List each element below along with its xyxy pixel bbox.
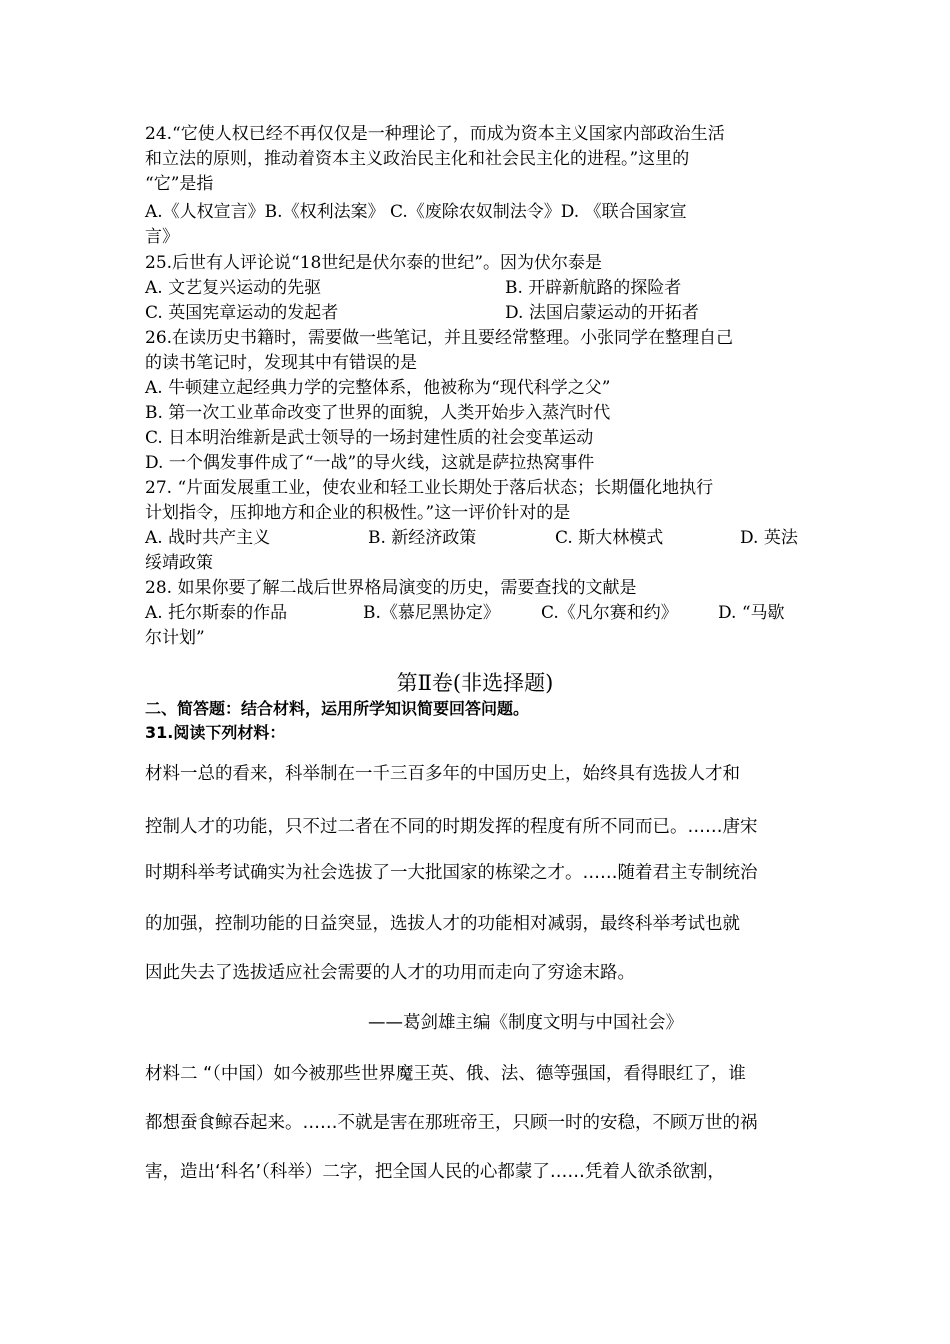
q27-option-d-continued: 绥靖政策 [145, 553, 213, 573]
q25-option-d: D. 法国启蒙运动的开拓者 [505, 303, 699, 323]
q26-option-d: D. 一个偶发事件成了“一战”的导火线，这就是萨拉热窝事件 [145, 453, 595, 473]
q28-option-a: A. 托尔斯泰的作品 [145, 603, 288, 623]
material-2-line-3: 害，造出‘科名’（科举）二字，把全国人民的心都蒙了……凭着人欲杀欲割， [145, 1162, 725, 1182]
material-1-line-4: 的加强，控制功能的日益突显，选拔人才的功能相对减弱，最终科举考试也就 [145, 914, 740, 934]
q27-option-d: D. 英法 [740, 528, 798, 548]
q27-option-b: B. 新经济政策 [368, 528, 477, 548]
q26-option-a: A. 牛顿建立起经典力学的完整体系，他被称为“现代科学之父” [145, 378, 611, 398]
q27-line-2: 计划指令，压抑地方和企业的积极性。”这一评价针对的是 [145, 503, 571, 523]
q27-option-c: C. 斯大林模式 [555, 528, 664, 548]
material-1-line-1: 材料一总的看来，科举制在一千三百多年的中国历史上，始终具有选拔人才和 [145, 764, 740, 784]
material-2-line-2: 都想蚕食鲸吞起来。……不就是害在那班帝王，只顾一时的安稳，不顾万世的祸 [145, 1113, 758, 1133]
q24-line-5: 言》 [145, 227, 179, 247]
section-instruction: 二、简答题：结合材料，运用所学知识简要回答问题。 [145, 699, 530, 718]
q25-stem: 25.后世有人评论说“18世纪是伏尔泰的世纪”。因为伏尔泰是 [145, 253, 603, 273]
q28-option-b: B.《慕尼黑协定》 [363, 603, 500, 623]
q28-option-d: D. “马歇 [718, 603, 785, 623]
q25-option-b: B. 开辟新航路的探险者 [505, 278, 682, 298]
q27-option-a: A. 战时共产主义 [145, 528, 271, 548]
material-1-source: ——葛剑雄主编《制度文明与中国社会》 [368, 1013, 683, 1033]
q25-option-c: C. 英国宪章运动的发起者 [145, 303, 339, 323]
q26-line-1: 26.在读历史书籍时，需要做一些笔记，并且要经常整理。小张同学在整理自己 [145, 328, 734, 348]
q25-option-a: A. 文艺复兴运动的先驱 [145, 278, 322, 298]
q26-option-b: B. 第一次工业革命改变了世界的面貌，人类开始步入蒸汽时代 [145, 403, 611, 423]
q26-option-c: C. 日本明治维新是武士领导的一场封建性质的社会变革运动 [145, 428, 594, 448]
q26-line-2: 的读书笔记时，发现其中有错误的是 [145, 353, 417, 373]
material-2-line-1: 材料二 “（中国）如今被那些世界魔王英、俄、法、德等强国，看得眼红了，谁 [145, 1064, 746, 1084]
q27-line-1: 27. “片面发展重工业，使农业和轻工业长期处于落后状态；长期僵化地执行 [145, 478, 714, 498]
material-1-line-3: 时期科举考试确实为社会选拔了一大批国家的栋梁之才。……随着君主专制统治 [145, 863, 758, 883]
question-31-heading: 31.阅读下列材料： [145, 723, 286, 742]
material-1-line-5: 因此失去了选拔适应社会需要的人才的功用而走向了穷途末路。 [145, 963, 635, 983]
material-1-line-2: 控制人才的功能，只不过二者在不同的时期发挥的程度有所不同而已。……唐宋 [145, 817, 758, 837]
section-title: 第Ⅱ卷(非选择题) [396, 671, 554, 695]
q24-options: A.《人权宣言》B.《权利法案》 C.《废除农奴制法令》D. 《联合国家宣 [145, 202, 687, 222]
q24-line-3: “它”是指 [145, 174, 214, 194]
q28-stem: 28. 如果你要了解二战后世界格局演变的历史，需要查找的文献是 [145, 578, 637, 598]
q24-line-2: 和立法的原则，推动着资本主义政治民主化和社会民主化的进程。”这里的 [145, 149, 690, 169]
q24-line-1: 24.“它使人权已经不再仅仅是一种理论了，而成为资本主义国家内部政治生活 [145, 124, 725, 144]
q28-option-c: C.《凡尔赛和约》 [541, 603, 678, 623]
q28-option-d-continued: 尔计划” [145, 628, 205, 648]
